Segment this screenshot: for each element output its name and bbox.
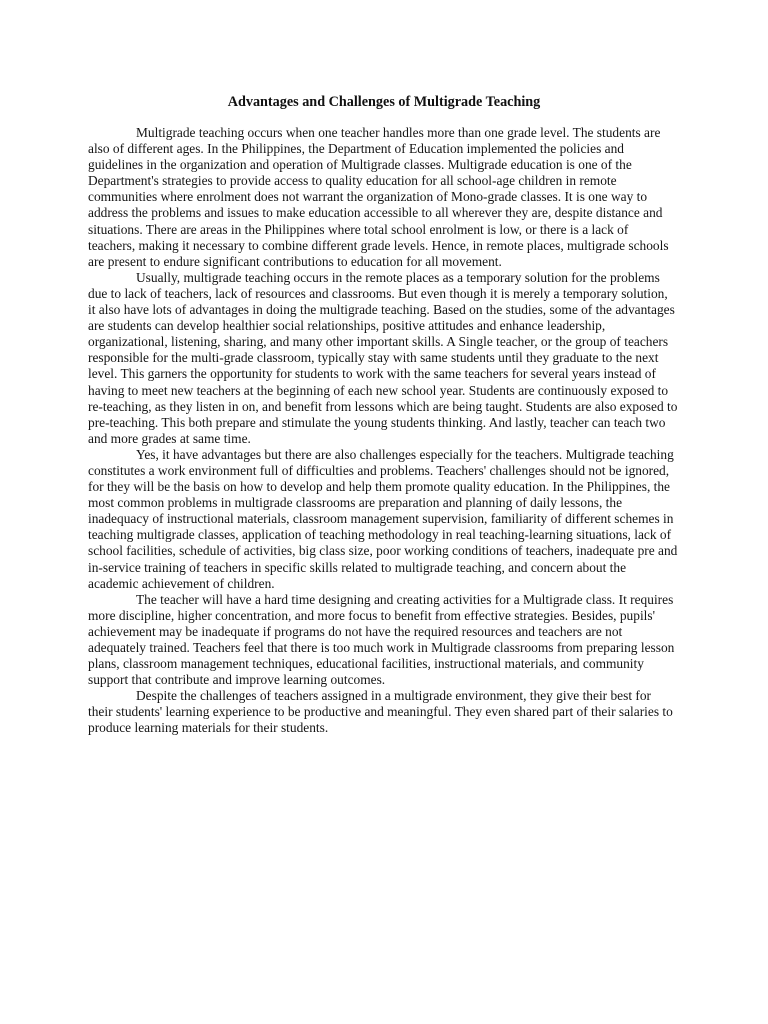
paragraph-5: Despite the challenges of teachers assigned in a multigrade environment, they give their best for their students' learning experience to be productive and meaningful. They even shared part of their salaries to produce learning materials for their students. — [88, 688, 673, 736]
paragraph-4: The teacher will have a hard time designing and creating activities for a Multigrade class. It requires more discipline, higher concentration, and more focus to benefit from effective strategies. Besides, pupils' achievement may be inadequate if programs do not have the required resources and teachers are not adequately trained. Teachers feel that there is too much work in Multigrade classrooms from preparing lesson plans, classroom management techniques, educational facilities, instructional materials, and community support that contribute and improve learning outcomes. — [88, 591, 675, 688]
paragraph-3: Yes, it have advantages but there are also challenges especially for the teachers. Multigrade teaching constitutes a work environment full of difficulties and problems. Teachers' challenges should not be ignored, for they will be the basis on how to develop and help them promote quality education. In the Philippines, the most common problems in multigrade classrooms are preparation and planning of daily lessons, the inadequacy of instructional materials, classroom management supervision, familiarity of different schemes in teaching multigrade classes, application of teaching methodology in real teaching-learning situations, lack of school facilities, schedule of activities, big class size, poor working conditions of teachers, inadequate pre and in-service training of teachers in specific skills related to multigrade teaching, and concern about the academic achievement of children. — [88, 446, 678, 591]
document-body — [88, 125, 678, 737]
document-title: Advantages and Challenges of Multigrade Teaching — [227, 94, 541, 110]
paragraph-1: Multigrade teaching occurs when one teacher handles more than one grade level. The students are also of different ages. In the Philippines, the Department of Education implemented the policies and guidelines in the organization and operation of Multigrade classes. Multigrade education is one of the Department's strategies to provide access to quality education for all school-age children in remote communities where enrolment does not warrant the organization of Mono-grade classes. It is one way to address the problems and issues to make education accessible to all wherever they are, despite distance and situations. There are areas in the Philippines where total school enrolment is low, or there is a lack of teachers, making it necessary to combine different grade levels. Hence, in remote places, multigrade schools are present to endure significant contributions to education for all movement. — [88, 125, 669, 269]
paragraph-2: Usually, multigrade teaching occurs in the remote places as a temporary solution for the problems due to lack of teachers, lack of resources and classrooms. But even though it is merely a temporary solution, it also have lots of advantages in doing the multigrade teaching. Based on the studies, some of the advantages are students can develop healthier social relationships, positive attitudes and enhance leadership, organizational, listening, sharing, and many other important skills. A Single teacher, or the group of teachers responsible for the multi-grade classroom, typically stay with same students until they graduate to the next level. This garners the opportunity for students to work with the same teachers for several years instead of having to meet new teachers at the beginning of each new school year. Students are continuously exposed to re-teaching, as they listen in on, and benefit from lessons which are being taught. Students are also exposed to pre-teaching. This both prepare and stimulate the young students thinking. And lastly, teacher can teach two and more grades at same time. — [88, 269, 678, 446]
